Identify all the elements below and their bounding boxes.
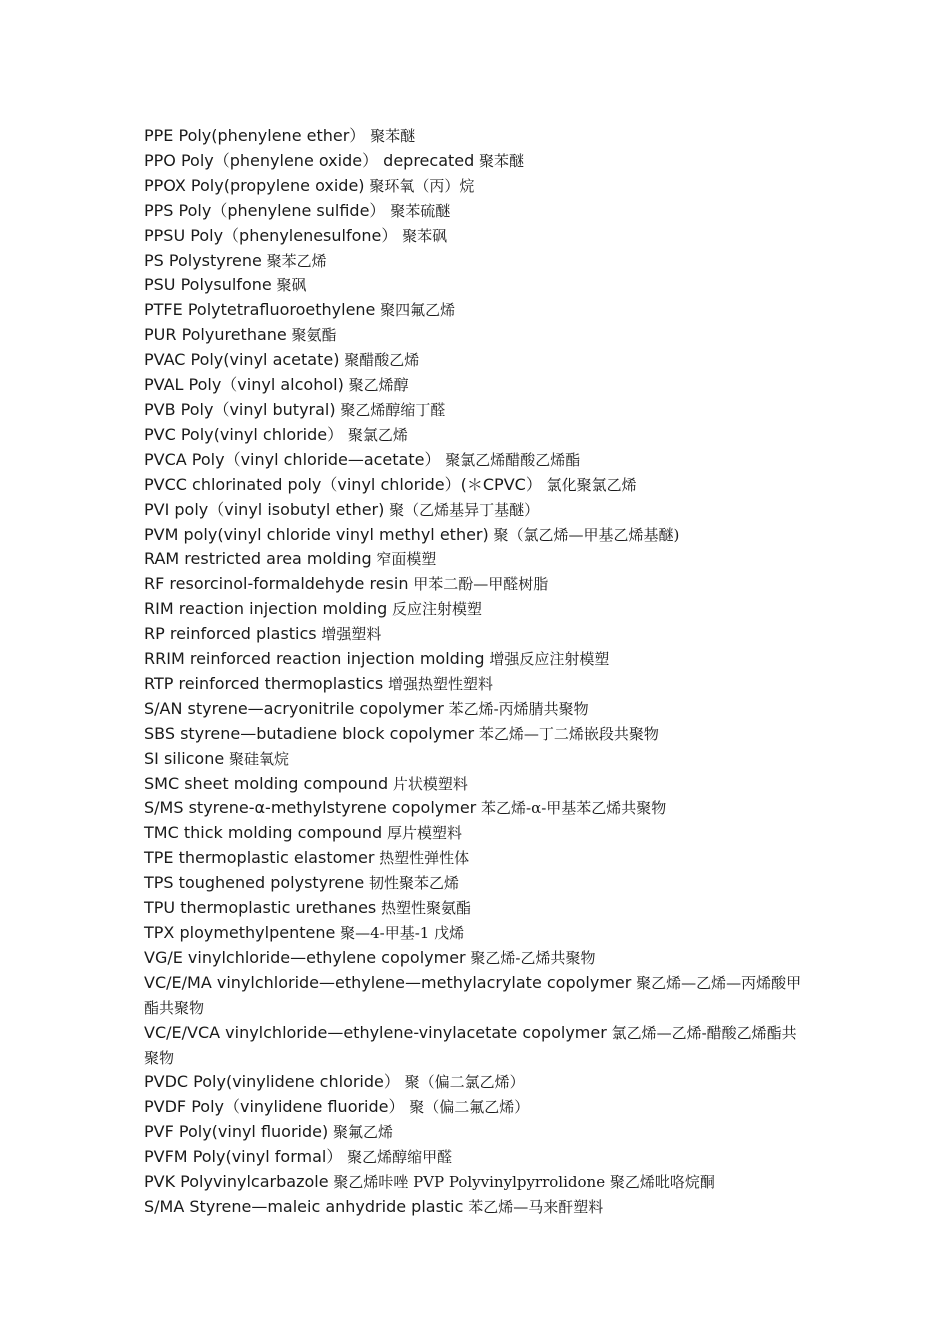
entry-chinese: 聚乙烯-乙烯共聚物 — [465, 948, 596, 967]
entry-chinese: 氯化聚氯乙烯 — [541, 475, 637, 494]
list-item — [144, 722, 804, 747]
entry-chinese: 苯乙烯-丙烯腈共聚物 — [443, 699, 589, 718]
entry-english: PVDF Poly（vinylidene fluoride） — [144, 1097, 405, 1117]
entry-english: TMC thick molding compound — [144, 823, 383, 843]
entry-chinese: 厚片模塑料 — [382, 824, 462, 843]
entry-chinese: 聚乙烯醇缩丁醛 — [335, 400, 446, 419]
list-item — [144, 547, 804, 572]
entry-english: RAM restricted area molding — [144, 549, 372, 569]
list-item — [144, 199, 804, 224]
list-item — [144, 647, 804, 672]
list-item — [144, 373, 804, 398]
entry-english: TPU thermoplastic urethanes — [144, 898, 377, 918]
entry-chinese: 聚氟乙烯 — [328, 1123, 394, 1142]
entry-english: PVCA Poly（vinyl chloride—acetate） — [144, 449, 441, 469]
entry-english: PVC Poly(vinyl chloride） — [144, 424, 344, 444]
entry-chinese: 聚醋酸乙烯 — [339, 351, 420, 370]
entry-english: PS Polystyrene — [144, 250, 262, 270]
entry-english: RRIM reinforced reaction injection molding — [144, 649, 485, 669]
list-item — [144, 622, 804, 647]
entry-english: PPE Poly(phenylene ether） — [144, 126, 366, 145]
list-item — [144, 871, 804, 896]
list-item — [144, 448, 804, 473]
list-item — [144, 398, 804, 423]
entry-english: RTP reinforced thermoplastics — [144, 673, 384, 693]
list-item — [144, 1145, 804, 1170]
list-item — [144, 149, 804, 174]
list-item — [144, 921, 804, 946]
list-item — [144, 124, 804, 149]
list-item — [144, 971, 804, 1021]
entry-english: PVK Polyvinylcarbazole — [144, 1172, 329, 1192]
entry-chinese: 聚苯砜 — [397, 226, 448, 245]
entry-english: PVFM Poly(vinyl formal） — [144, 1147, 343, 1167]
entry-chinese: 增强塑料 — [316, 625, 382, 644]
entry-english: PVB Poly（vinyl butyral) — [144, 399, 336, 419]
abbreviation-list — [144, 124, 804, 1220]
entry-chinese: 聚苯醚 — [474, 151, 525, 170]
entry-chinese: 聚硅氧烷 — [224, 749, 289, 768]
list-item — [144, 323, 804, 348]
entry-chinese: 聚乙烯—乙烯—丙烯酸甲酯共聚物 — [144, 973, 802, 1017]
entry-english: VC/E/VCA vinylchloride—ethylene-vinylacetate copolymer — [144, 1022, 607, 1042]
entry-english: PPO Poly（phenylene oxide） deprecated — [144, 150, 475, 170]
list-item — [144, 697, 804, 722]
list-item — [144, 597, 804, 622]
list-item — [144, 896, 804, 921]
entry-chinese: 窄面模塑 — [371, 550, 437, 569]
list-item — [144, 772, 804, 797]
entry-english: PVM poly(vinyl chloride vinyl methyl ether) — [144, 524, 489, 544]
entry-english: PTFE Polytetrafluoroethylene — [144, 300, 376, 320]
entry-english: VG/E vinylchloride—ethylene copolymer — [144, 947, 466, 967]
entry-chinese: 热塑性聚氨酯 — [376, 899, 472, 918]
entry-chinese: 聚（氯乙烯—甲基乙烯基醚) — [488, 525, 680, 544]
list-item — [144, 796, 804, 821]
entry-english: TPX ploymethylpentene — [144, 923, 336, 942]
entry-chinese: 聚乙烯醇缩甲醛 — [342, 1148, 453, 1167]
entry-english: PSU Polysulfone — [144, 275, 272, 295]
entry-chinese: 聚（偏二氯乙烯） — [399, 1073, 525, 1092]
entry-english: TPS toughened polystyrene — [144, 873, 365, 893]
list-item — [144, 423, 804, 448]
entry-chinese: 苯乙烯—丁二烯嵌段共聚物 — [474, 724, 659, 743]
list-item — [144, 473, 804, 498]
list-item — [144, 946, 804, 971]
entry-english: SBS styrene—butadiene block copolymer — [144, 723, 475, 743]
entry-chinese: 甲苯二酚—甲醛树脂 — [408, 575, 549, 594]
list-item — [144, 224, 804, 249]
entry-english: S/MS styrene-α-methylstyrene copolymer — [144, 798, 477, 818]
list-item — [144, 1170, 804, 1195]
entry-chinese: 反应注射模塑 — [387, 600, 483, 619]
entry-english: SI silicone — [144, 748, 225, 768]
list-item — [144, 348, 804, 373]
list-item — [144, 174, 804, 199]
list-item — [144, 1120, 804, 1145]
entry-chinese: 聚苯乙烯 — [261, 251, 327, 270]
entry-chinese: 增强热塑性塑料 — [383, 674, 493, 693]
entry-english: PPSU Poly（phenylenesulfone） — [144, 225, 398, 245]
list-item — [144, 249, 804, 274]
entry-english: SMC sheet molding compound — [144, 773, 389, 793]
entry-english: PVI poly（vinyl isobutyl ether) — [144, 499, 385, 519]
entry-chinese: 增强反应注射模塑 — [484, 650, 610, 669]
entry-chinese: 聚乙烯咔唑 PVP Polyvinylpyrrolidone 聚乙烯吡咯烷酮 — [328, 1173, 715, 1192]
entry-chinese: 聚（偏二氟乙烯） — [404, 1098, 530, 1117]
entry-chinese: 聚—4-甲基-1 戊烯 — [335, 924, 465, 942]
entry-chinese: 聚乙烯醇 — [343, 376, 409, 395]
entry-chinese: 苯乙烯—马来酐塑料 — [463, 1197, 604, 1216]
entry-chinese: 聚（乙烯基异丁基醚） — [384, 500, 540, 519]
entry-chinese: 聚四氟乙烯 — [375, 301, 456, 320]
entry-english: RP reinforced plastics — [144, 624, 317, 644]
entry-chinese: 聚苯硫醚 — [385, 201, 451, 220]
list-item — [144, 572, 804, 597]
list-item — [144, 1195, 804, 1220]
entry-english: PVCC chlorinated poly（vinyl chloride）(＊CPVC） — [144, 474, 542, 494]
list-item — [144, 1021, 804, 1071]
list-item — [144, 672, 804, 697]
list-item — [144, 1070, 804, 1095]
entry-english: TPE thermoplastic elastomer — [144, 848, 375, 868]
entry-chinese: 聚氯乙烯 — [343, 425, 408, 444]
entry-chinese: 聚氯乙烯醋酸乙烯酯 — [440, 450, 581, 469]
list-item — [144, 523, 804, 548]
list-item — [144, 273, 804, 298]
entry-chinese: 苯乙烯-α-甲基苯乙烯共聚物 — [476, 799, 667, 818]
list-item — [144, 747, 804, 772]
entry-chinese: 聚苯醚 — [365, 127, 416, 145]
list-item — [144, 821, 804, 846]
entry-english: PVAC Poly(vinyl acetate) — [144, 350, 340, 370]
entry-english: PVDC Poly(vinylidene chloride） — [144, 1072, 400, 1092]
entry-english: S/AN styrene—acryonitrile copolymer — [144, 698, 444, 718]
entry-chinese: 热塑性弹性体 — [374, 849, 470, 868]
entry-english: S/MA Styrene—maleic anhydride plastic — [144, 1196, 464, 1216]
entry-chinese: 聚砜 — [271, 276, 307, 295]
entry-chinese: 韧性聚苯乙烯 — [364, 874, 460, 893]
list-item — [144, 298, 804, 323]
entry-chinese: 片状模塑料 — [388, 774, 468, 793]
entry-english: RIM reaction injection molding — [144, 599, 388, 619]
list-item — [144, 846, 804, 871]
entry-english: RF resorcinol-formaldehyde resin — [144, 574, 409, 594]
entry-english: VC/E/MA vinylchloride—ethylene—methylacrylate copolymer — [144, 972, 632, 992]
entry-english: PPOX Poly(propylene oxide) — [144, 175, 365, 195]
list-item — [144, 1095, 804, 1120]
entry-english: PVAL Poly（vinyl alcohol) — [144, 375, 344, 395]
list-item — [144, 498, 804, 523]
entry-chinese: 聚环氧（丙）烷 — [364, 176, 475, 195]
entry-chinese: 氯乙烯—乙烯-醋酸乙烯酯共聚物 — [144, 1023, 797, 1067]
entry-english: PUR Polyurethane — [144, 325, 287, 345]
entry-english: PPS Poly（phenylene sulfide） — [144, 200, 386, 220]
entry-chinese: 聚氨酯 — [286, 326, 337, 345]
entry-english: PVF Poly(vinyl fluoride) — [144, 1122, 329, 1142]
